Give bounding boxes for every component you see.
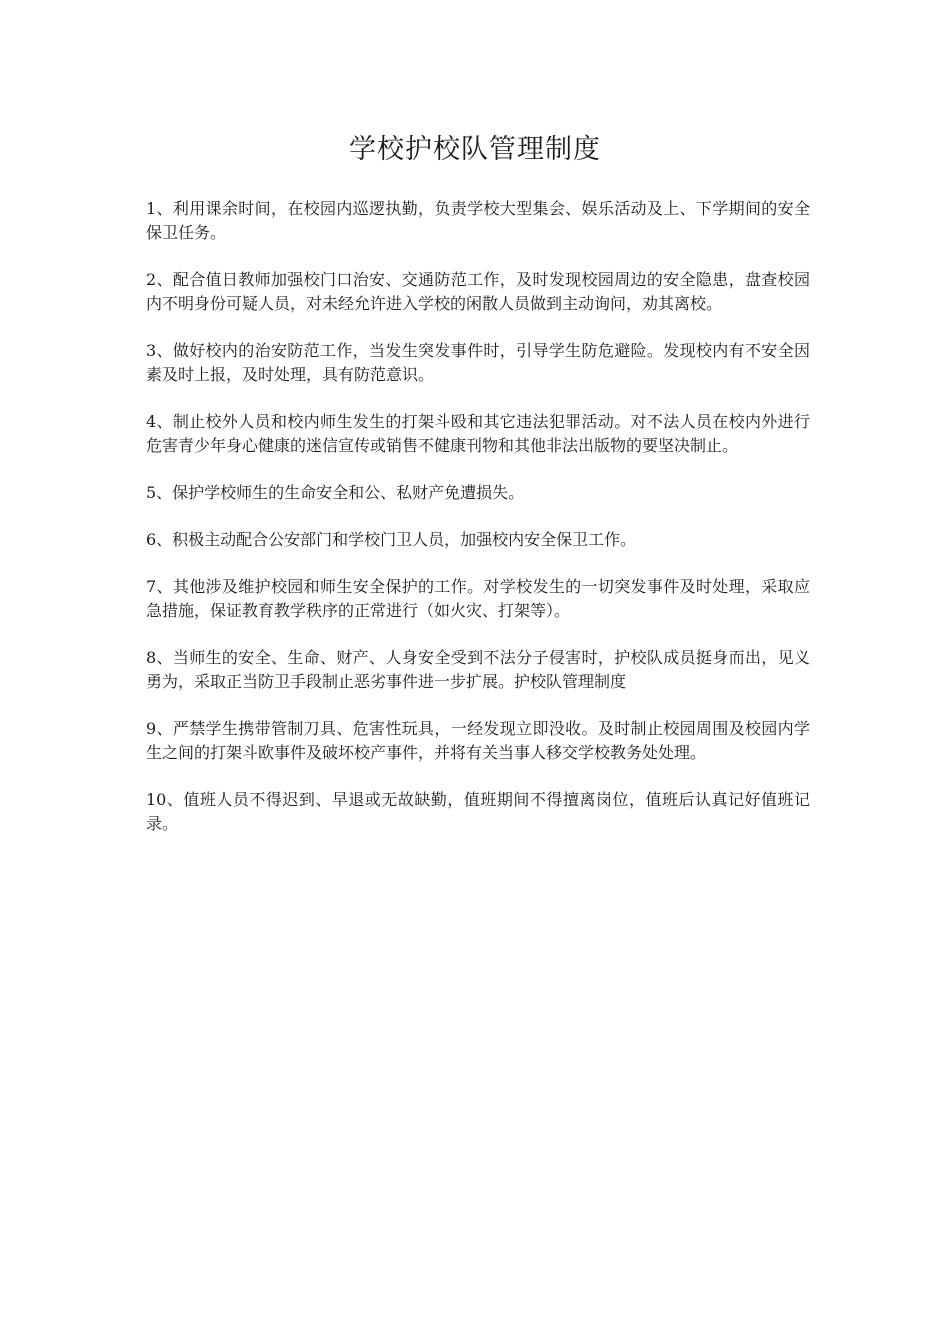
- paragraph-4: 4、制止校外人员和校内师生发生的打架斗殴和其它违法犯罪活动。对不法人员在校内外进行危害青少年身心健康的迷信宣传或销售不健康刊物和其他非法出版物的要坚决制止。: [146, 412, 810, 455]
- paragraph-5: 5、保护学校师生的生命安全和公、私财产免遭损失。: [146, 483, 525, 502]
- paragraph-6: 6、积极主动配合公安部门和学校门卫人员，加强校内安全保卫工作。: [146, 530, 637, 549]
- paragraph-7: 7、其他涉及维护校园和师生安全保护的工作。对学校发生的一切突发事件及时处理，采取应急措施，保证教育教学秩序的正常进行（如火灾、打架等）。: [146, 577, 810, 620]
- paragraph-2: 2、配合值日教师加强校门口治安、交通防范工作，及时发现校园周边的安全隐患，盘查校园内不明身份可疑人员，对未经允许进入学校的闲散人员做到主动询问，劝其离校。: [146, 270, 810, 313]
- paragraph-9: 9、严禁学生携带管制刀具、危害性玩具，一经发现立即没收。及时制止校园周围及校园内学生之间的打架斗欧事件及破坏校产事件，并将有关当事人移交学校教务处处理。: [146, 719, 810, 762]
- paragraph-3: 3、做好校内的治安防范工作，当发生突发事件时，引导学生防危避险。发现校内有不安全因素及时上报，及时处理，具有防范意识。: [146, 341, 810, 384]
- paragraph-8: 8、当师生的安全、生命、财产、人身安全受到不法分子侵害时，护校队成员挺身而出，见义勇为，采取正当防卫手段制止恶劣事件进一步扩展。护校队管理制度: [146, 648, 810, 691]
- document-title: 学校护校队管理制度: [349, 134, 601, 165]
- paragraph-10: 10、值班人员不得迟到、早退或无故缺勤，值班期间不得擅离岗位，值班后认真记好值班记录。: [146, 790, 810, 833]
- paragraph-1: 1、利用课余时间，在校园内巡逻执勤，负责学校大型集会、娱乐活动及上、下学期间的安全保卫任务。: [146, 199, 810, 242]
- document-body: [146, 197, 810, 859]
